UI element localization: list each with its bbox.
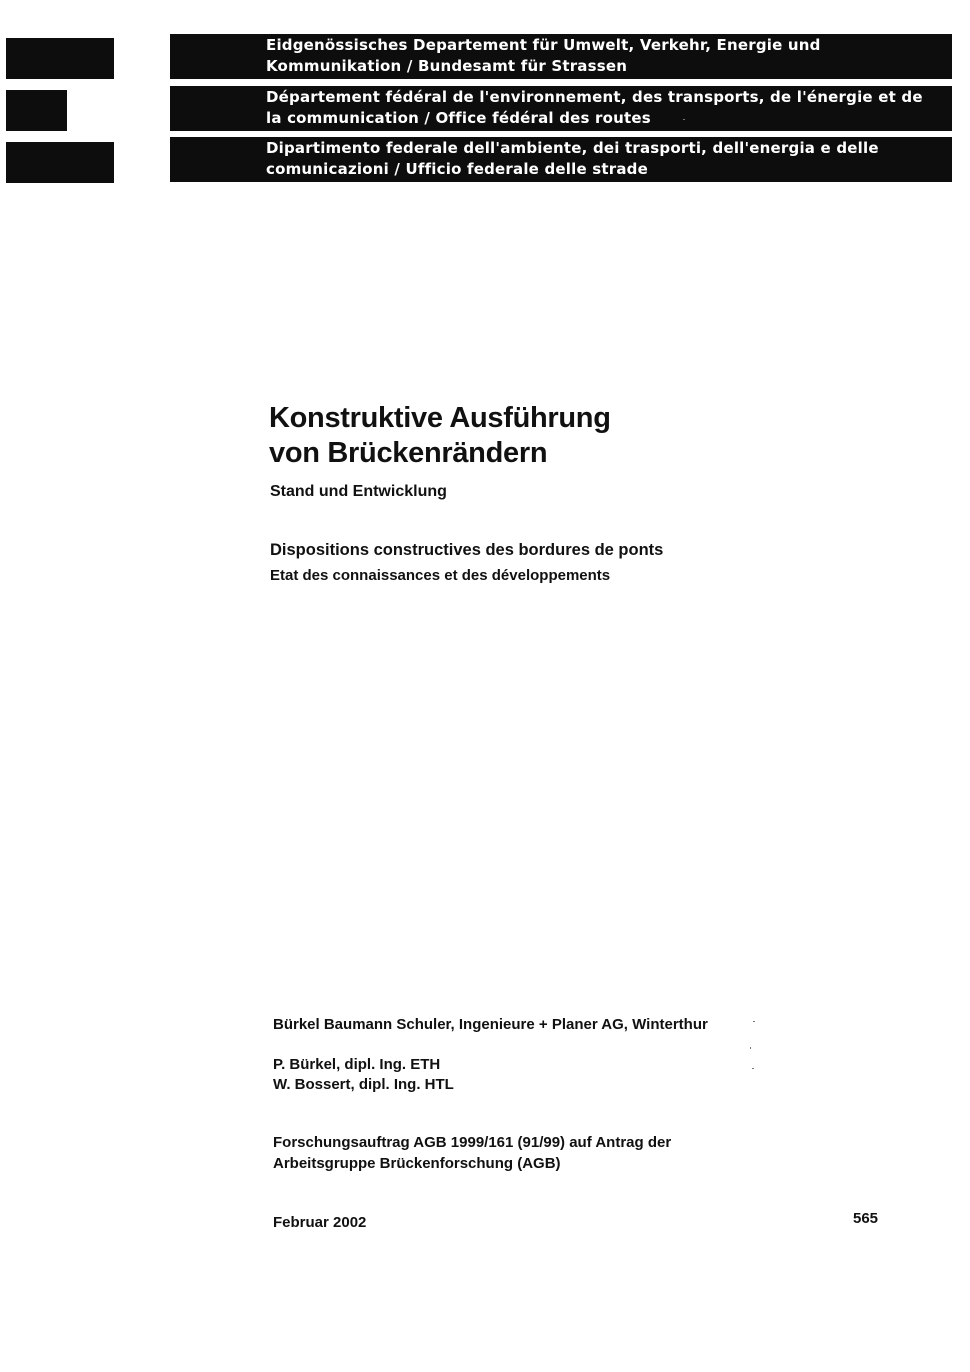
- author-firm: Bürkel Baumann Schuler, Ingenieure + Planer AG, Winterthur: [273, 1016, 708, 1033]
- author-person-1: P. Bürkel, dipl. Ing. ETH: [273, 1056, 441, 1073]
- department-bar-german: [170, 34, 952, 79]
- research-assignment-line1: Forschungsauftrag AGB 1999/161 (91/99) auf Antrag der: [273, 1134, 672, 1151]
- department-german-line2: Kommunikation / Bundesamt für Strassen: [266, 57, 628, 75]
- department-italian-line2: comunicazioni / Ufficio federale delle strade: [266, 160, 648, 178]
- logo-block-bottom: [6, 142, 114, 183]
- department-french-line2: la communication / Office fédéral des routes: [266, 109, 651, 127]
- document-title: [269, 401, 611, 471]
- scan-speck: [750, 1047, 751, 1049]
- french-subtitle: Etat des connaissances et des développements: [270, 567, 611, 584]
- research-assignment-line2: Arbeitsgruppe Brückenforschung (AGB): [273, 1155, 561, 1172]
- report-number: 565: [853, 1210, 879, 1227]
- department-german-line1: Eidgenössisches Departement für Umwelt, Verkehr, Energie und: [266, 36, 821, 54]
- logo-block-top: [6, 38, 114, 79]
- scan-speck: [753, 1021, 755, 1022]
- scan-speck: [683, 119, 685, 120]
- publication-date: Februar 2002: [273, 1214, 367, 1231]
- french-title: Dispositions constructives des bordures de ponts: [270, 541, 664, 559]
- department-french-line1: Département fédéral de l'environnement, des transports, de l'énergie et de: [266, 88, 923, 106]
- document-subtitle: Stand und Entwicklung: [270, 483, 447, 500]
- department-bar-italian: [170, 137, 952, 182]
- scan-speck: [752, 1068, 754, 1069]
- department-italian-line1: Dipartimento federale dell'ambiente, dei trasporti, dell'energia e delle: [266, 139, 879, 157]
- department-bar-french: [170, 86, 952, 131]
- logo-block-middle: [6, 90, 67, 131]
- document-title-line1: Konstruktive Ausführung: [269, 402, 611, 434]
- author-person-2: W. Bossert, dipl. Ing. HTL: [273, 1076, 454, 1093]
- document-title-line2: von Brückenrändern: [269, 437, 548, 469]
